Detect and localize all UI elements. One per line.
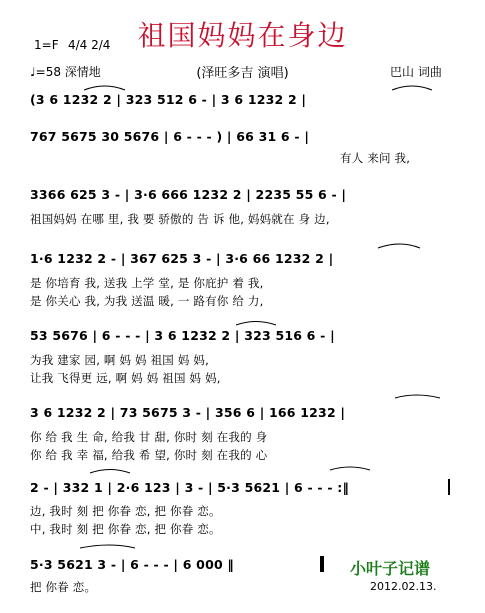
lyrics-row-3-line-1: 祖国妈妈 在哪 里, 我 要 骄傲的 告 诉 他, 妈妈就在 身 边, [30, 212, 330, 226]
lyrics-row-7-line-2: 中, 我时 刻 把 你眷 恋, 把 你眷 恋。 [30, 522, 221, 536]
key-signature: 1=F [34, 38, 59, 52]
notation-row-5: 53 5676 | 6 - - - | 3 6 1232 2 | 323 516 6 - | [30, 328, 335, 343]
transcriber-signature: 小叶子记谱 [350, 559, 431, 578]
time-signature: 4/4 2/4 [68, 38, 111, 52]
lyrics-row-6-line-2: 你 给 我 幸 福, 给我 希 望, 你时 刻 在我的 心 [30, 448, 268, 462]
lyrics-row-4-line-1: 是 你培育 我, 送我 上学 堂, 是 你庇护 着 我, [30, 276, 264, 290]
lyrics-row-5-line-2: 让我 飞得更 远, 啊 妈 妈 祖国 妈 妈, [30, 371, 221, 385]
notation-row-6: 3 6 1232 2 | 73 5675 3 - | 356 6 | 166 1232 | [30, 405, 346, 420]
composer-credit: 巴山 词曲 [390, 65, 442, 79]
lyrics-row-7-line-1: 边, 我时 刻 把 你眷 恋, 把 你眷 恋。 [30, 504, 221, 518]
transcription-date: 2012.02.13. [370, 580, 437, 593]
notation-row-2: 767 5675 30 5676 | 6 - - - ) | 66 31 6 - | [30, 129, 310, 144]
notation-row-1: (3 6 1232 2 | 323 512 6 - | 3 6 1232 2 | [30, 92, 307, 107]
notation-row-7: 2 - | 332 1 | 2·6 123 | 3 - | 5·3 5621 | 6 - - - :‖ [30, 480, 349, 495]
lyrics-row-5-line-1: 为我 建家 园, 啊 妈 妈 祖国 妈 妈, [30, 353, 209, 367]
lyrics-row-8-line-1: 把 你眷 恋。 [30, 580, 97, 594]
notation-row-8: 5·3 5621 3 - | 6 - - - | 6 000 ‖ [30, 557, 234, 572]
performer-subtitle: (泽旺多吉 演唱) [196, 66, 289, 81]
tempo-marking: ♩=58 深情地 [30, 65, 101, 79]
lyrics-row-2-line-1: 有人 来问 我, [340, 151, 411, 165]
notation-row-4: 1·6 1232 2 - | 367 625 3 - | 3·6 66 1232 2 | [30, 251, 334, 266]
lyrics-row-6-line-1: 你 给 我 生 命, 给我 甘 甜, 你时 刻 在我的 身 [30, 430, 268, 444]
lyrics-row-4-line-2: 是 你关心 我, 为我 送温 暖, 一 路有你 给 力, [30, 294, 264, 308]
song-title: 祖国妈妈在身边 [137, 19, 348, 52]
notation-row-3: 3366 625 3 - | 3·6 666 1232 2 | 2235 55 6 - | [30, 187, 347, 202]
